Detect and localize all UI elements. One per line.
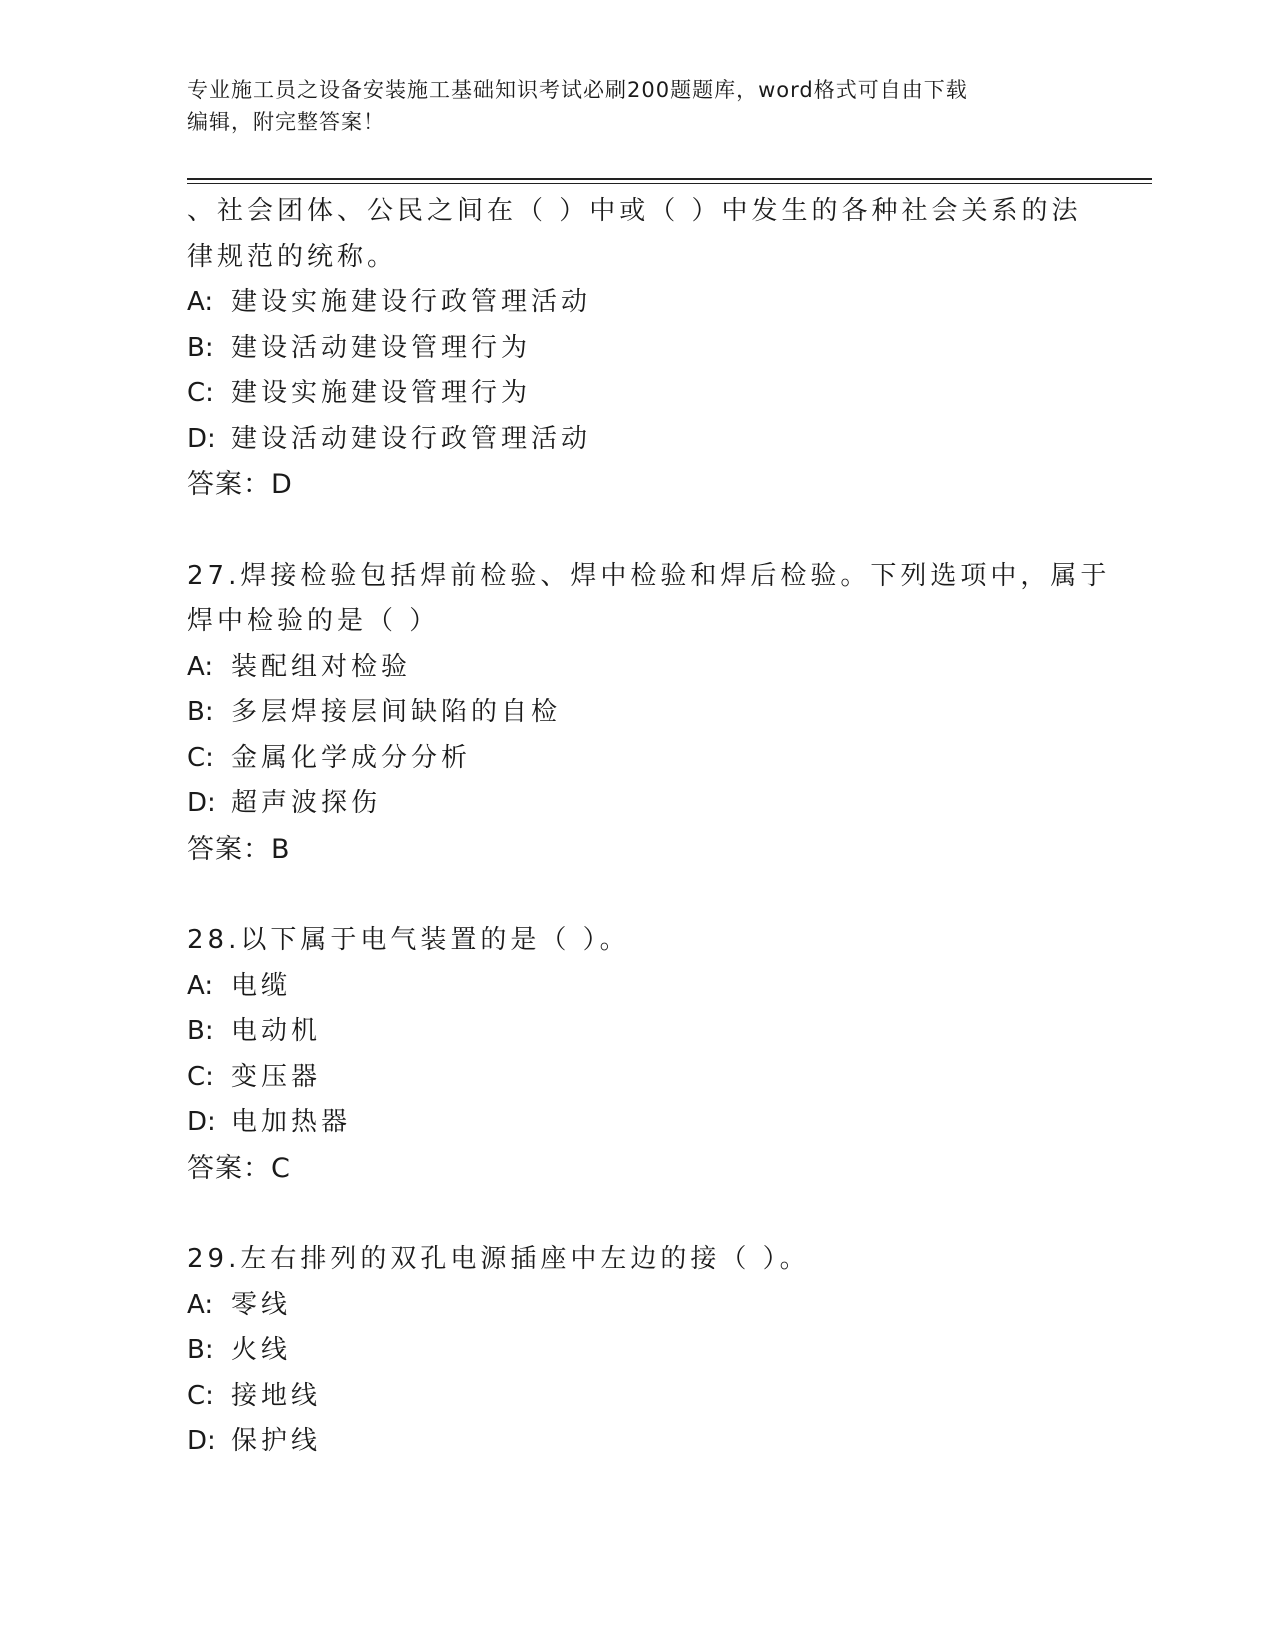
option-a <box>187 964 1087 1010</box>
question-text: 、社会团体、公民之间在（ ）中或（ ）中发生的各种社会关系的法 <box>187 196 1082 226</box>
option-text: 建设活动建设行政管理活动 <box>231 423 592 454</box>
header-title-line-2: 编辑，附完整答案！ <box>187 110 385 134</box>
option-d <box>187 417 1087 463</box>
header-divider-thin <box>187 183 1152 184</box>
option-text: 电加热器 <box>231 1107 352 1137</box>
option-d <box>187 1419 1087 1465</box>
question-list <box>187 189 1111 1465</box>
option-d <box>187 1100 1087 1146</box>
option-label: A: <box>187 651 214 682</box>
spacer <box>187 508 1087 554</box>
option-text: 建设活动建设管理行为 <box>231 332 532 363</box>
option-b <box>187 326 1087 372</box>
spacer <box>187 872 1087 918</box>
option-label: B: <box>187 1016 214 1046</box>
option-text: 装配组对检验 <box>231 651 412 682</box>
option-a <box>187 645 1087 691</box>
option-text: 保护线 <box>231 1426 322 1456</box>
question-text: 28.以下属于电气装置的是（ ）。 <box>187 925 630 955</box>
option-text: 多层焊接层间缺陷的自检 <box>231 697 562 727</box>
option-b <box>187 690 1087 736</box>
question-text: 27.焊接检验包括焊前检验、焊中检验和焊后检验。下列选项中，属于 <box>187 560 1111 591</box>
option-label: D: <box>187 423 216 454</box>
answer-text: 答案：D <box>187 469 293 500</box>
option-label: A: <box>187 287 214 317</box>
option-text: 建设实施建设行政管理活动 <box>231 287 592 317</box>
option-label: D: <box>187 1107 216 1137</box>
option-label: D: <box>187 1426 216 1456</box>
option-text: 金属化学成分分析 <box>231 742 472 773</box>
option-c <box>187 1374 1087 1420</box>
question-29 <box>187 1237 1087 1465</box>
question-text: 律规范的统称。 <box>187 241 398 272</box>
option-a <box>187 280 1087 326</box>
option-text: 变压器 <box>231 1061 322 1092</box>
option-label: B: <box>187 697 214 727</box>
option-label: B: <box>187 332 214 363</box>
option-label: C: <box>187 1380 214 1411</box>
option-c <box>187 371 1087 417</box>
option-text: 接地线 <box>231 1380 322 1411</box>
option-text: 建设实施建设管理行为 <box>231 378 532 408</box>
option-label: A: <box>187 1289 214 1320</box>
option-text: 电动机 <box>231 1016 322 1046</box>
option-c <box>187 736 1087 782</box>
option-c <box>187 1055 1087 1101</box>
option-text: 火线 <box>231 1335 292 1365</box>
option-label: B: <box>187 1335 214 1365</box>
question-28 <box>187 918 1087 1191</box>
option-label: C: <box>187 378 214 408</box>
document-header <box>187 74 1067 138</box>
question-text: 焊中检验的是（ ） <box>187 606 440 636</box>
question-27 <box>187 554 1111 873</box>
option-text: 电缆 <box>231 970 292 1001</box>
option-b <box>187 1009 1087 1055</box>
question-text: 29.左右排列的双孔电源插座中左边的接（ ）。 <box>187 1244 810 1274</box>
option-a <box>187 1283 1087 1329</box>
header-divider-thick <box>187 178 1152 180</box>
option-label: D: <box>187 788 216 818</box>
option-label: A: <box>187 970 214 1001</box>
answer-text: 答案：C <box>187 1152 291 1184</box>
spacer <box>187 1191 1087 1237</box>
option-text: 零线 <box>231 1289 292 1320</box>
option-label: C: <box>187 742 214 773</box>
option-d <box>187 781 1087 827</box>
option-b <box>187 1328 1087 1374</box>
option-label: C: <box>187 1061 214 1092</box>
option-text: 超声波探伤 <box>231 788 382 818</box>
answer-text: 答案：B <box>187 833 291 865</box>
header-title-line-1: 专业施工员之设备安装施工基础知识考试必刷200题题库，word格式可自由下载 <box>187 78 968 102</box>
question-26 <box>187 189 1087 508</box>
